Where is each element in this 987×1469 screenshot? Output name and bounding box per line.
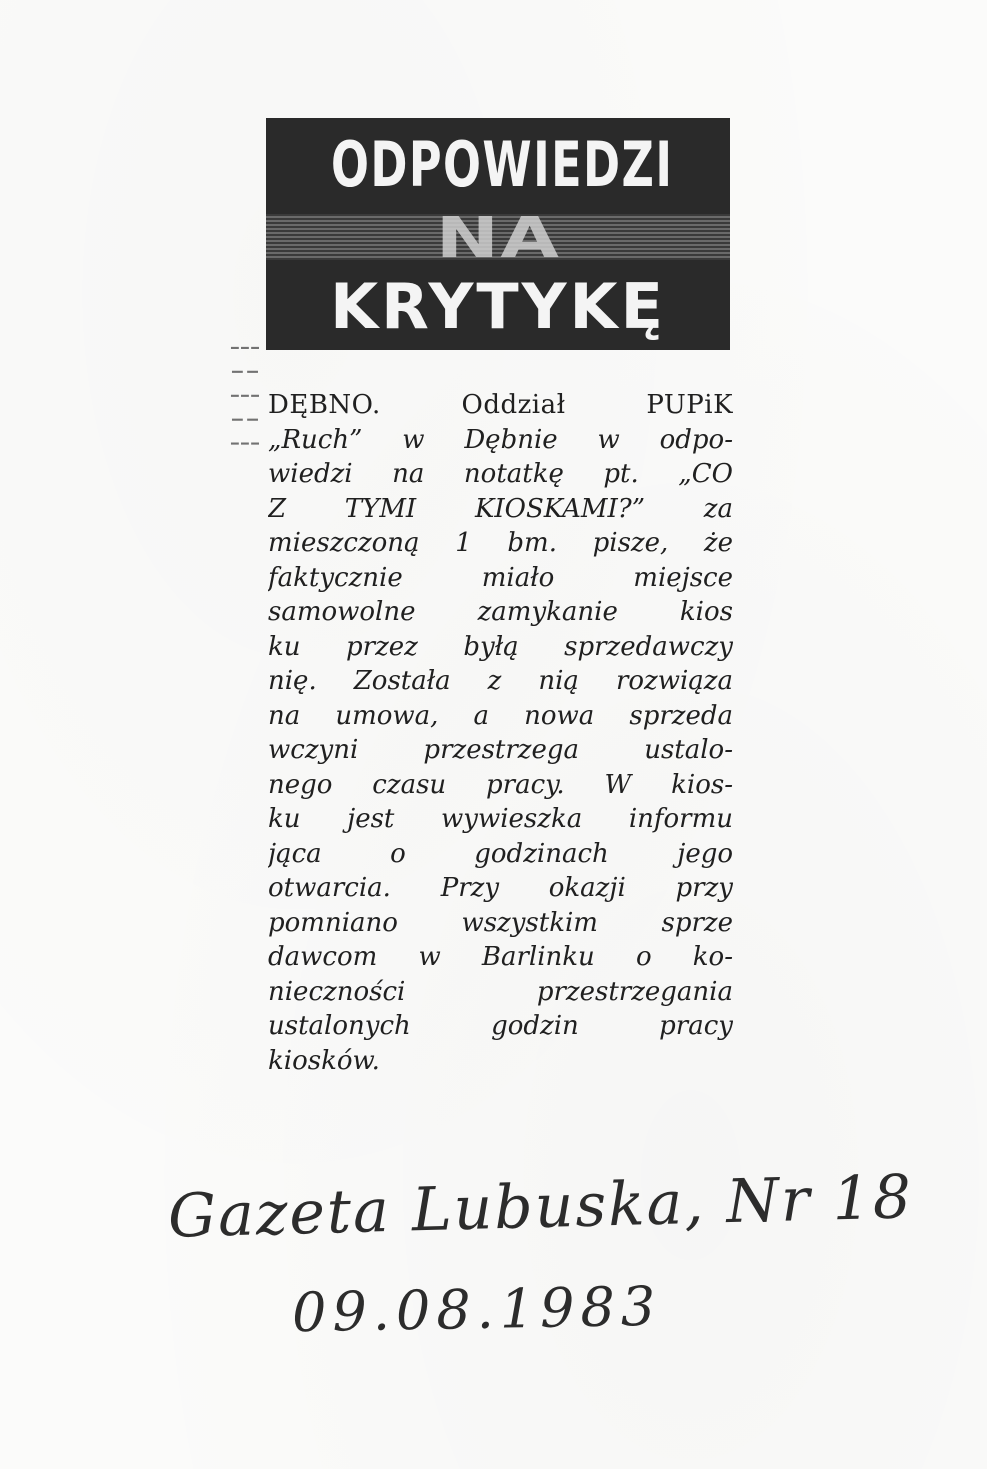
handwritten-source-note: Gazeta Lubuska, Nr 18 xyxy=(167,1162,914,1252)
article-line: ku jest wywieszka informu xyxy=(268,804,733,834)
newspaper-clipping xyxy=(229,108,748,1120)
article-line: jąca o godzinach jego xyxy=(268,838,733,869)
article-line: na umowa, a nowa sprzeda xyxy=(268,700,733,731)
handwritten-date-note: 09.08.1983 xyxy=(291,1274,662,1345)
article-body xyxy=(268,388,733,1078)
article-line: dawcom w Barlinku o ko- xyxy=(268,942,733,972)
article-line: „Ruch” w Dębnie w odpo- xyxy=(268,424,733,455)
article-line: kiosków. xyxy=(268,1045,380,1076)
article-line: nię. Została z nią rozwiąza xyxy=(268,666,733,696)
masthead-banner xyxy=(266,118,730,350)
article-line: Z TYMI KIOSKAMI?” za xyxy=(268,493,733,524)
masthead-line-3: KRYTYKĘ xyxy=(330,270,666,343)
article-line: wczyni przestrzega ustalo- xyxy=(268,735,733,765)
article-line: nieczności przestrzegania xyxy=(268,976,733,1007)
article-line: nego czasu pracy. W kios- xyxy=(268,769,733,800)
article-line: ku przez byłą sprzedawczy xyxy=(268,631,733,662)
article-line: faktycznie miało miejsce xyxy=(268,562,733,593)
article-line: otwarcia. Przy okazji przy xyxy=(268,873,733,903)
article-line: ustalonych godzin pracy xyxy=(268,1011,733,1041)
article-line: DĘBNO. Oddział PUPiK xyxy=(268,390,733,420)
article-line: mieszczoną 1 bm. pisze, że xyxy=(268,528,733,558)
article-line: wiedzi na notatkę pt. „CO xyxy=(268,459,733,489)
article-line: samowolne zamykanie kios xyxy=(268,597,733,627)
masthead-line-2: NA xyxy=(435,206,561,271)
masthead-line-1: ODPOWIEDZI xyxy=(330,128,674,201)
margin-cut-marks: ┆ ╎ ┆ ╎ ┆ xyxy=(229,340,259,452)
article-line: pomniano wszystkim sprze xyxy=(268,907,733,938)
